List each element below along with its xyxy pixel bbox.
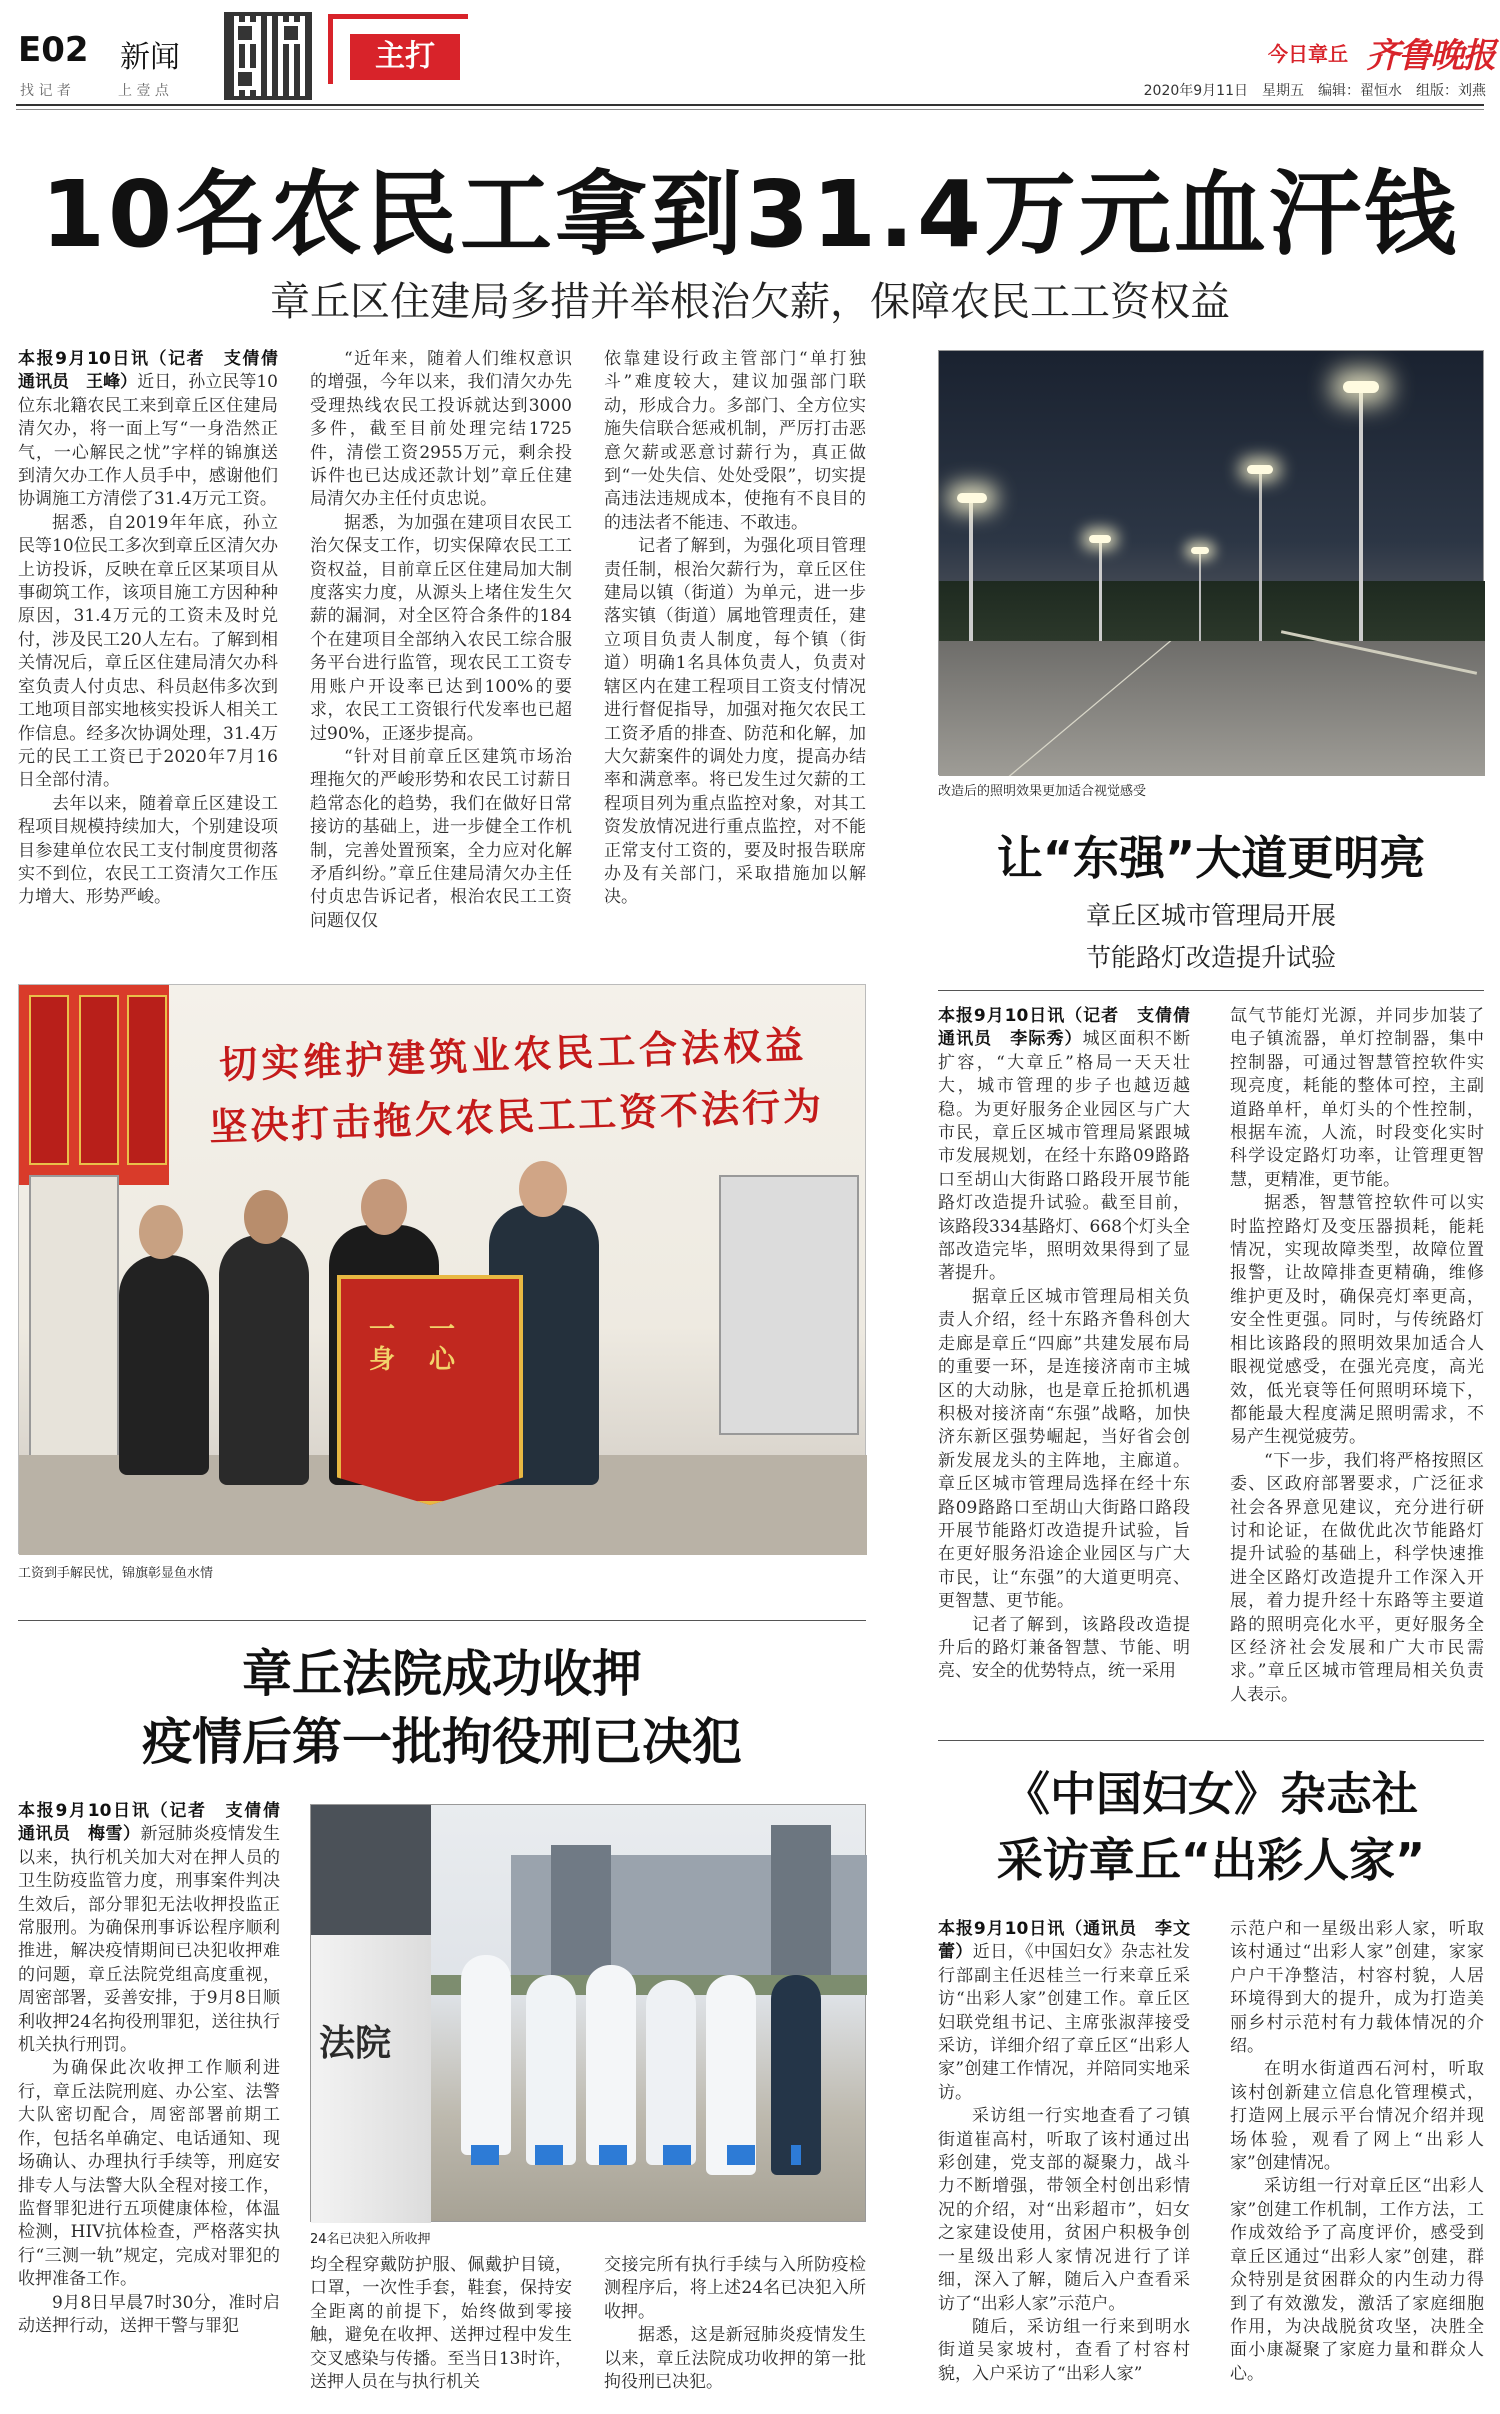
women-byline: 本报9月10日讯（通讯员 李文蕾） (938, 1919, 1190, 1963)
lead-photo-caption: 工资到手解民忧，锦旗彰显鱼水情 (18, 1566, 214, 1581)
court-col-2 (310, 2254, 572, 2400)
qr-code-icon (224, 12, 312, 100)
streetlight-col-2 (1230, 1005, 1484, 1715)
streetlight-subtitle-2: 节能路灯改造提升试验 (1085, 943, 1336, 972)
lead-col1-p2: 据悉，自2019年年底，孙立民等10位民工多次到章丘区清欠办上访投诉，反映在章丘区某项目从事砌筑工作，该项目施工方因种种原因，31.4万元的工资未及时兑付，涉及民工20人左右。了解到相关情况后，章丘区住建局清欠办科室负责人付贞忠、科员赵伟多次到工地项目部实地核实投诉人相关工作信息。经多次协调处理，31.4万元的民工工资已于2020年7月16日全部付清。 (18, 512, 278, 791)
lead-col3-p1: 依靠建设行政主管部门“单打独斗”难度较大，建议加强部门联动，形成合力。多部门、全方位实施失信联合惩戒机制，严厉打击恶意欠薪或恶意讨薪行为，真正做到“一处失信、处处受限”，切实提高违法违规成本，使拖有不良目的的违法者不能违、不敢违。 (604, 349, 866, 533)
streetlight-photo-caption: 改造后的照明效果更加适合视觉感受 (938, 784, 1147, 799)
court-divider (18, 1620, 866, 1621)
lead-col2-p2: 据悉，为加强在建项目农民工治欠保支工作，切实保障农民工工资权益，目前章丘区住建局加大制度落实力度，从源头上堵住发生欠薪的漏洞，对全区符合条件的184个在建项目全部纳入农民工综合服务平台进行监管，现农民工工资专用账户开设率已达到100%的要求，农民工工资银行代发率也已超过90%，正逐步提高。 (310, 512, 572, 744)
streetlight-col1-p1: 城区面积不断扩容，“大章丘”格局一天天壮大，城市管理的步子也越迈越稳。为更好服务企业园区与广大市民，章丘区城市管理局紧跟城市发展规划，在经十东路09路路口至胡山大街路口路段开展节能路灯改造提升试验。截至目前，该路段334基路灯、668个灯头全部改造完毕，照明效果得到了显著提升。 (938, 1029, 1191, 1284)
lead-subheadline: 章丘区住建局多措并举根治欠薪，保障农民工工资权益 (270, 279, 1230, 325)
lead-col1-p3: 去年以来，随着章丘区建设工程项目规模持续加大，个别建设项目参建单位农民工支付制度贯彻落实不到位，农民工工资清欠工作压力增大、形势严峻。 (18, 793, 278, 908)
court-photo (310, 1804, 866, 2222)
streetlight-photo (938, 350, 1484, 775)
court-byline: 本报9月10日讯（记者 支倩倩 通讯员 梅雪） (18, 1801, 297, 1845)
streetlight-col-1 (938, 1005, 1207, 1715)
court-headline-2: 疫情后第一批拘役刑已决犯 (142, 1713, 742, 1771)
masthead-right-label: 今日章丘 (1268, 42, 1348, 66)
masthead-rule (16, 104, 1484, 106)
streetlight-byline: 本报9月10日讯（记者 支倩倩 通讯员 李际秀） (938, 1006, 1207, 1050)
women-col1-p3: 随后，采访组一行来到明水街道吴家坡村，查看了村容村貌，入户采访了“出彩人家” (938, 2316, 1190, 2384)
page-number: E02 (18, 30, 89, 70)
women-headline-1: 《中国妇女》杂志社 (1004, 1767, 1418, 1821)
court-col-1 (18, 1800, 297, 2400)
court-col3-p2: 据悉，这是新冠肺炎疫情发生以来，章丘法院成功收押的第一批拘役刑已决犯。 (604, 2325, 866, 2393)
court-headline-1: 章丘法院成功收押 (242, 1645, 642, 1703)
court-photo-caption: 24名已决犯入所收押 (310, 2232, 431, 2247)
court-col-3 (604, 2254, 866, 2400)
lead-headline: 10名农民工拿到31.4万元血汗钱 (40, 161, 1460, 268)
photo-banner-2: 坚决打击拖欠农民工工资不法行为 (208, 1083, 825, 1150)
section-name: 新闻 (120, 40, 180, 75)
court-photo-sign: 法院 (319, 2023, 392, 2064)
women-col2-p2: 在明水街道西石河村，听取该村创新建立信息化管理模式，打造网上展示平台情况介绍并现场体验，观看了网上“出彩人家”创建情况。 (1230, 2059, 1484, 2174)
streetlight-headline: 让“东强”大道更明亮 (996, 831, 1426, 885)
women-divider (938, 1740, 1484, 1741)
lead-col2-p1: “近年来，随着人们维权意识的增强，今年以来，我们清欠办先受理热线农民工投诉就达到3000多件，截至目前处理完结1725件，清偿工资2955万元，剩余投诉件也已达成还款计划”章丘住建局清欠办主任付贞忠说。 (310, 349, 572, 510)
streetlight-col1-p3: 记者了解到，该路段改造提升后的路灯兼备智慧、节能、明亮、安全的优势特点，统一采用 (938, 1614, 1190, 1682)
masthead-subline-left: 找 记 者 (20, 83, 71, 99)
lead-col1-p1: 近日，孙立民等10位东北籍农民工来到章丘区住建局清欠办，将一面上写“一身浩然正气，一心解民之忧”字样的锦旗送到清欠办工作人员手中，感谢他们协调施工方清偿了31.4万元工资。 (18, 372, 278, 510)
women-headline-2: 采访章丘“出彩人家” (996, 1833, 1426, 1887)
court-col1-p2: 为确保此次收押工作顺利进行，章丘法院刑庭、办公室、法警大队密切配合，周密部署前期工作，包括名单确定、电话通知、现场确认、办理执行手续等，刑庭安排专人与法警大队全程对接工作，监督罪犯进行五项健康体检，体温检测，HIV抗体检查，严格落实执行“三测一轨”规定，完成对罪犯的收押准备工作。 (18, 2058, 280, 2290)
women-col-1 (938, 1918, 1190, 2402)
streetlight-col2-p2: 据悉，智慧管控软件可以实时监控路灯及变压器损耗，能耗情况，实现故障类型，故障位置报警，让故障排查更精确，维修维护更及时，确保亮灯率更高，安全性更强。同时，与传统路灯相比该路段的照明效果加适合人眼视觉感受，在强光亮度，高光效，低光衰等任何照明环境下，都能最大程度满足照明需求，不易产生视觉疲劳。 (1230, 1193, 1484, 1448)
lead-col-3 (604, 348, 866, 960)
masthead-subline-mid: 上 壹 点 (118, 83, 169, 99)
court-col2-p1: 均全程穿戴防护服、佩戴护目镜，口罩，一次性手套，鞋套，保持安全距离的前提下，始终做到零接触，避免在收押、送押过程中发生交叉感染与传播。至当日13时许，送押人员在与执行机关 (310, 2255, 572, 2393)
lead-col3-p2: 记者了解到，为强化项目管理责任制，根治欠薪行为，章丘区住建局以镇（街道）为单元，进一步落实镇（街道）属地管理责任，建立项目负责人制度，每个镇（街道）明确1名具体负责人，负责对辖区内在建工程项目工资支付情况进行督促指导，加强对拖欠农民工工资矛盾的排查、防范和化解，加大欠薪案件的调处力度，提高办结率和满意率。将已发生过欠薪的工程项目列为重点监控对象，对其工资发放情况进行重点监控，对不能正常支付工资的，要及时报告联席办及有关部门，采取措施加以解决。 (604, 536, 866, 908)
lead-byline: 本报9月10日讯（记者 支倩倩 通讯员 王峰） (18, 349, 295, 393)
section-tag: 主打 (350, 34, 460, 80)
lead-col2-p3: “针对目前章丘区建筑市场治理拖欠的严峻形势和农民工讨薪日趋常态化的趋势，我们在做好日常接访的基础上，进一步健全工作机制，完善处置预案，全力应对化解矛盾纠纷。”章丘住建局清欠办主任付贞忠告诉记者，根治农民工工资问题仅仅 (310, 746, 572, 931)
women-col2-p3: 采访组一行对章丘区“出彩人家”创建工作机制，工作方法，工作成效给予了高度评价，感受到章丘区通过“出彩人家”创建，群众特别是贫困群众的内生动力得到了有效激发，激活了家庭细胞作用，为决战脱贫攻坚，决胜全面小康凝聚了家庭力量和群众人心。 (1230, 2176, 1484, 2384)
streetlight-col1-p2: 据章丘区城市管理局相关负责人介绍，经十东路齐鲁科创大走廊是章丘“四廊”共建发展布局的重要一环，是连接济南市主城区的大动脉，也是章丘抢抓机遇积极对接济南“东强”战略，加快济东新区强势崛起，当好省会创新发展龙头的主阵地，主廊道。章丘区城市管理局选择在经十东路09路路口至胡山大街路口路段开展节能路灯改造提升试验，旨在更好服务沿途企业园区与广大市民，让“东强”的大道更明亮、更智慧、更节能。 (938, 1286, 1190, 1612)
newspaper-logo: 齐鲁晚报 (1366, 36, 1494, 76)
court-col1-p3: 9月8日早晨7时30分，准时启动送押行动，送押干警与罪犯 (18, 2292, 280, 2336)
lead-col-1 (18, 348, 295, 960)
women-col1-p2: 采访组一行实地查看了刁镇街道崔高村，听取了该村通过出彩创建，党支部的凝聚力，战斗力不断增强，带领全村创出彩情况的介绍，对“出彩超市”，妇女之家建设使用，贫困户积极争创一星级出彩人家情况进行了详细，深入了解，随后入户查看采访了“出彩人家”示范户。 (938, 2106, 1190, 2314)
court-col3-p1: 交接完所有执行手续与入所防疫检测程序后，将上述24名已决犯入所收押。 (604, 2255, 866, 2322)
lead-photo: 切实维护建筑业农民工合法权益 坚决打击拖欠农民工工资不法行为 一身 一心 (18, 984, 866, 1554)
women-col1-p1: 近日，《中国妇女》杂志社发行部副主任迟桂兰一行来章丘采访“出彩人家”创建工作。章丘区妇联党组书记、主席张淑萍接受采访，详细介绍了章丘区“出彩人家”创建工作情况，并陪同实地采访。 (938, 1942, 1191, 2103)
court-col1-p1: 新冠肺炎疫情发生以来，执行机关加大对在押人员的卫生防疫监管力度，刑事案件判决生效后，部分罪犯无法收押投监正常服刑。为确保刑事诉讼程序顺利推进，解决疫情期间已决犯收押难的问题，章丘法院党组高度重视，周密部署，妥善安排，于9月8日顺利收押24名拘役刑罪犯，送往执行机关执行刑罚。 (18, 1824, 280, 2056)
photo-banner-1: 切实维护建筑业农民工合法权益 (218, 1022, 808, 1088)
streetlight-col2-p3: “下一步，我们将严格按照区委、区政府部署要求，广泛征求社会各界意见建议，充分进行研讨和论证，在做优此次节能路灯提升试验的基础上，科学快速推进全区路灯改造提升工作深入开展，着力提升经十东路等主要道路的照明亮化水平，更好服务全区经济社会发展和广大市民需求。”章丘区城市管理局相关负责人表示。 (1230, 1450, 1484, 1705)
lead-col-2 (310, 348, 572, 960)
women-col-2 (1230, 1918, 1484, 2402)
masthead-rule-thin (16, 109, 1484, 110)
streetlight-subtitle-1: 章丘区城市管理局开展 (1085, 901, 1336, 930)
women-col2-p1: 示范户和一星级出彩人家，听取该村通过“出彩人家”创建，家家户户干净整洁，村容村貌，人居环境得到大的提升，成为打造美丽乡村示范村有力载体情况的介绍。 (1230, 1919, 1484, 2057)
streetlight-divider (938, 990, 1484, 991)
issue-info: 2020年9月11日 星期五 编辑：翟恒水 组版：刘燕 (1143, 83, 1486, 99)
streetlight-col2-p1: 氙气节能灯光源，并同步加装了电子镇流器，单灯控制器，集中控制器，可通过智慧管控软件实现亮度，耗能的整体可控，主副道路单杆，单灯头的个性控制，根据车流，人流，时段变化实时科学设定路灯功率，让管理更智慧，更精准，更节能。 (1230, 1006, 1484, 1190)
